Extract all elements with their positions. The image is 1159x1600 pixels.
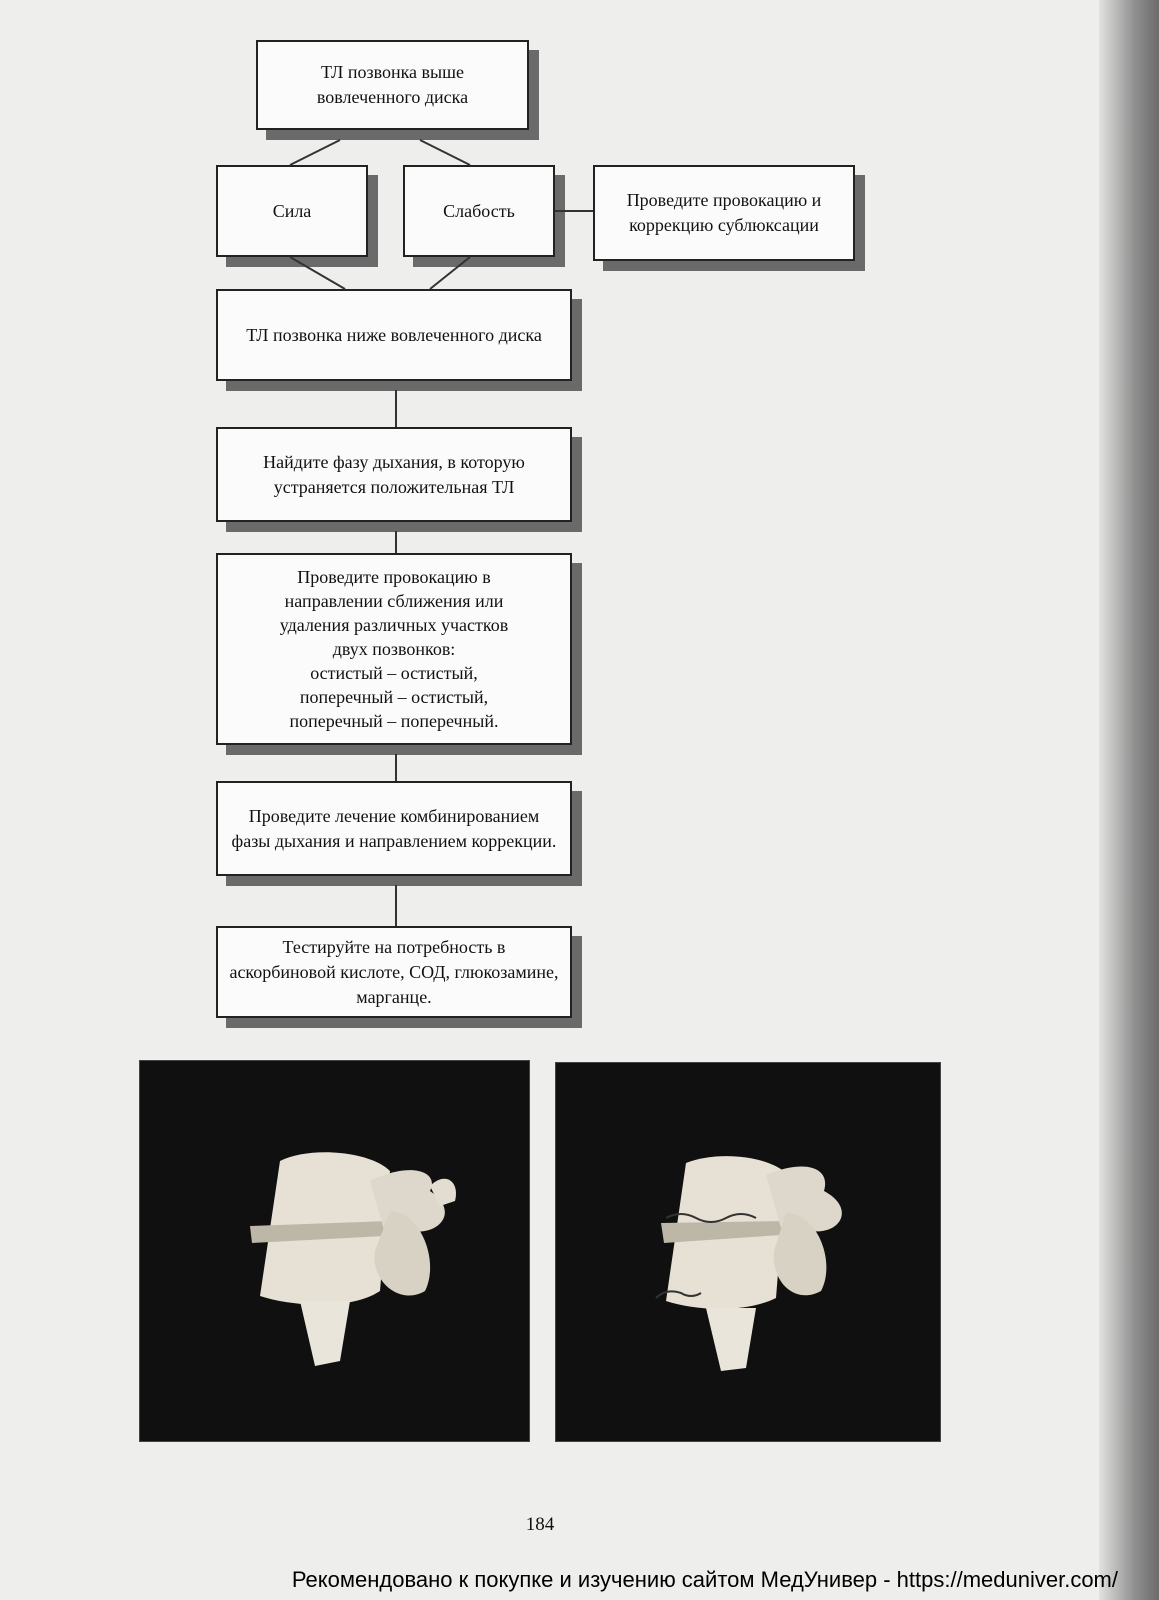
provoke-line-1: Проведите провокацию в bbox=[297, 567, 491, 587]
connector-top-weakness bbox=[420, 140, 470, 165]
connector-top-strength bbox=[290, 140, 340, 165]
box-below-text: ТЛ позвонка ниже вовлеченного диска bbox=[246, 324, 542, 345]
connector-weakness-below bbox=[430, 257, 470, 289]
vertebra-left-illustration bbox=[140, 1061, 529, 1441]
provoke-line-3: удаления различных участков bbox=[279, 615, 509, 635]
box-treatment-text: Проведите лечение комбинированием фазы дыхания и направлением коррекции. bbox=[231, 805, 557, 851]
provoke-line-4: двух позвонков: bbox=[332, 639, 456, 659]
page-number: 184 bbox=[525, 1514, 555, 1535]
box-top-text: ТЛ позвонка выше вовлеченного диска bbox=[316, 62, 469, 107]
provoke-line-2: направлении сближения или bbox=[284, 591, 504, 611]
provoke-line-7: поперечный – поперечный. bbox=[289, 711, 499, 731]
box-strength-text: Сила bbox=[272, 200, 312, 221]
vertebra-photo-left bbox=[139, 1060, 530, 1442]
box-weakness-text: Слабость bbox=[443, 200, 515, 221]
box-provoke-sublux-text: Проведите провокацию и коррекцию сублюксации bbox=[626, 190, 822, 235]
box-breathing-text: Найдите фазу дыхания, в которую устраняется положительная ТЛ bbox=[263, 451, 525, 497]
box-test-text: Тестируйте на потребность в аскорбиновой кислоте, СОД, глюкозамине, марганце. bbox=[229, 936, 559, 1007]
provoke-line-5: остистый – остистый, bbox=[310, 663, 478, 683]
provoke-line-6: поперечный – остистый, bbox=[299, 687, 489, 707]
connector-strength-below bbox=[290, 257, 345, 289]
vertebra-photo-right bbox=[555, 1062, 941, 1442]
footer-recommendation: Рекомендовано к покупке и изучению сайтом МедУнивер - https://meduniver.com/ bbox=[291, 1567, 1118, 1592]
vertebra-right-illustration bbox=[556, 1063, 940, 1441]
